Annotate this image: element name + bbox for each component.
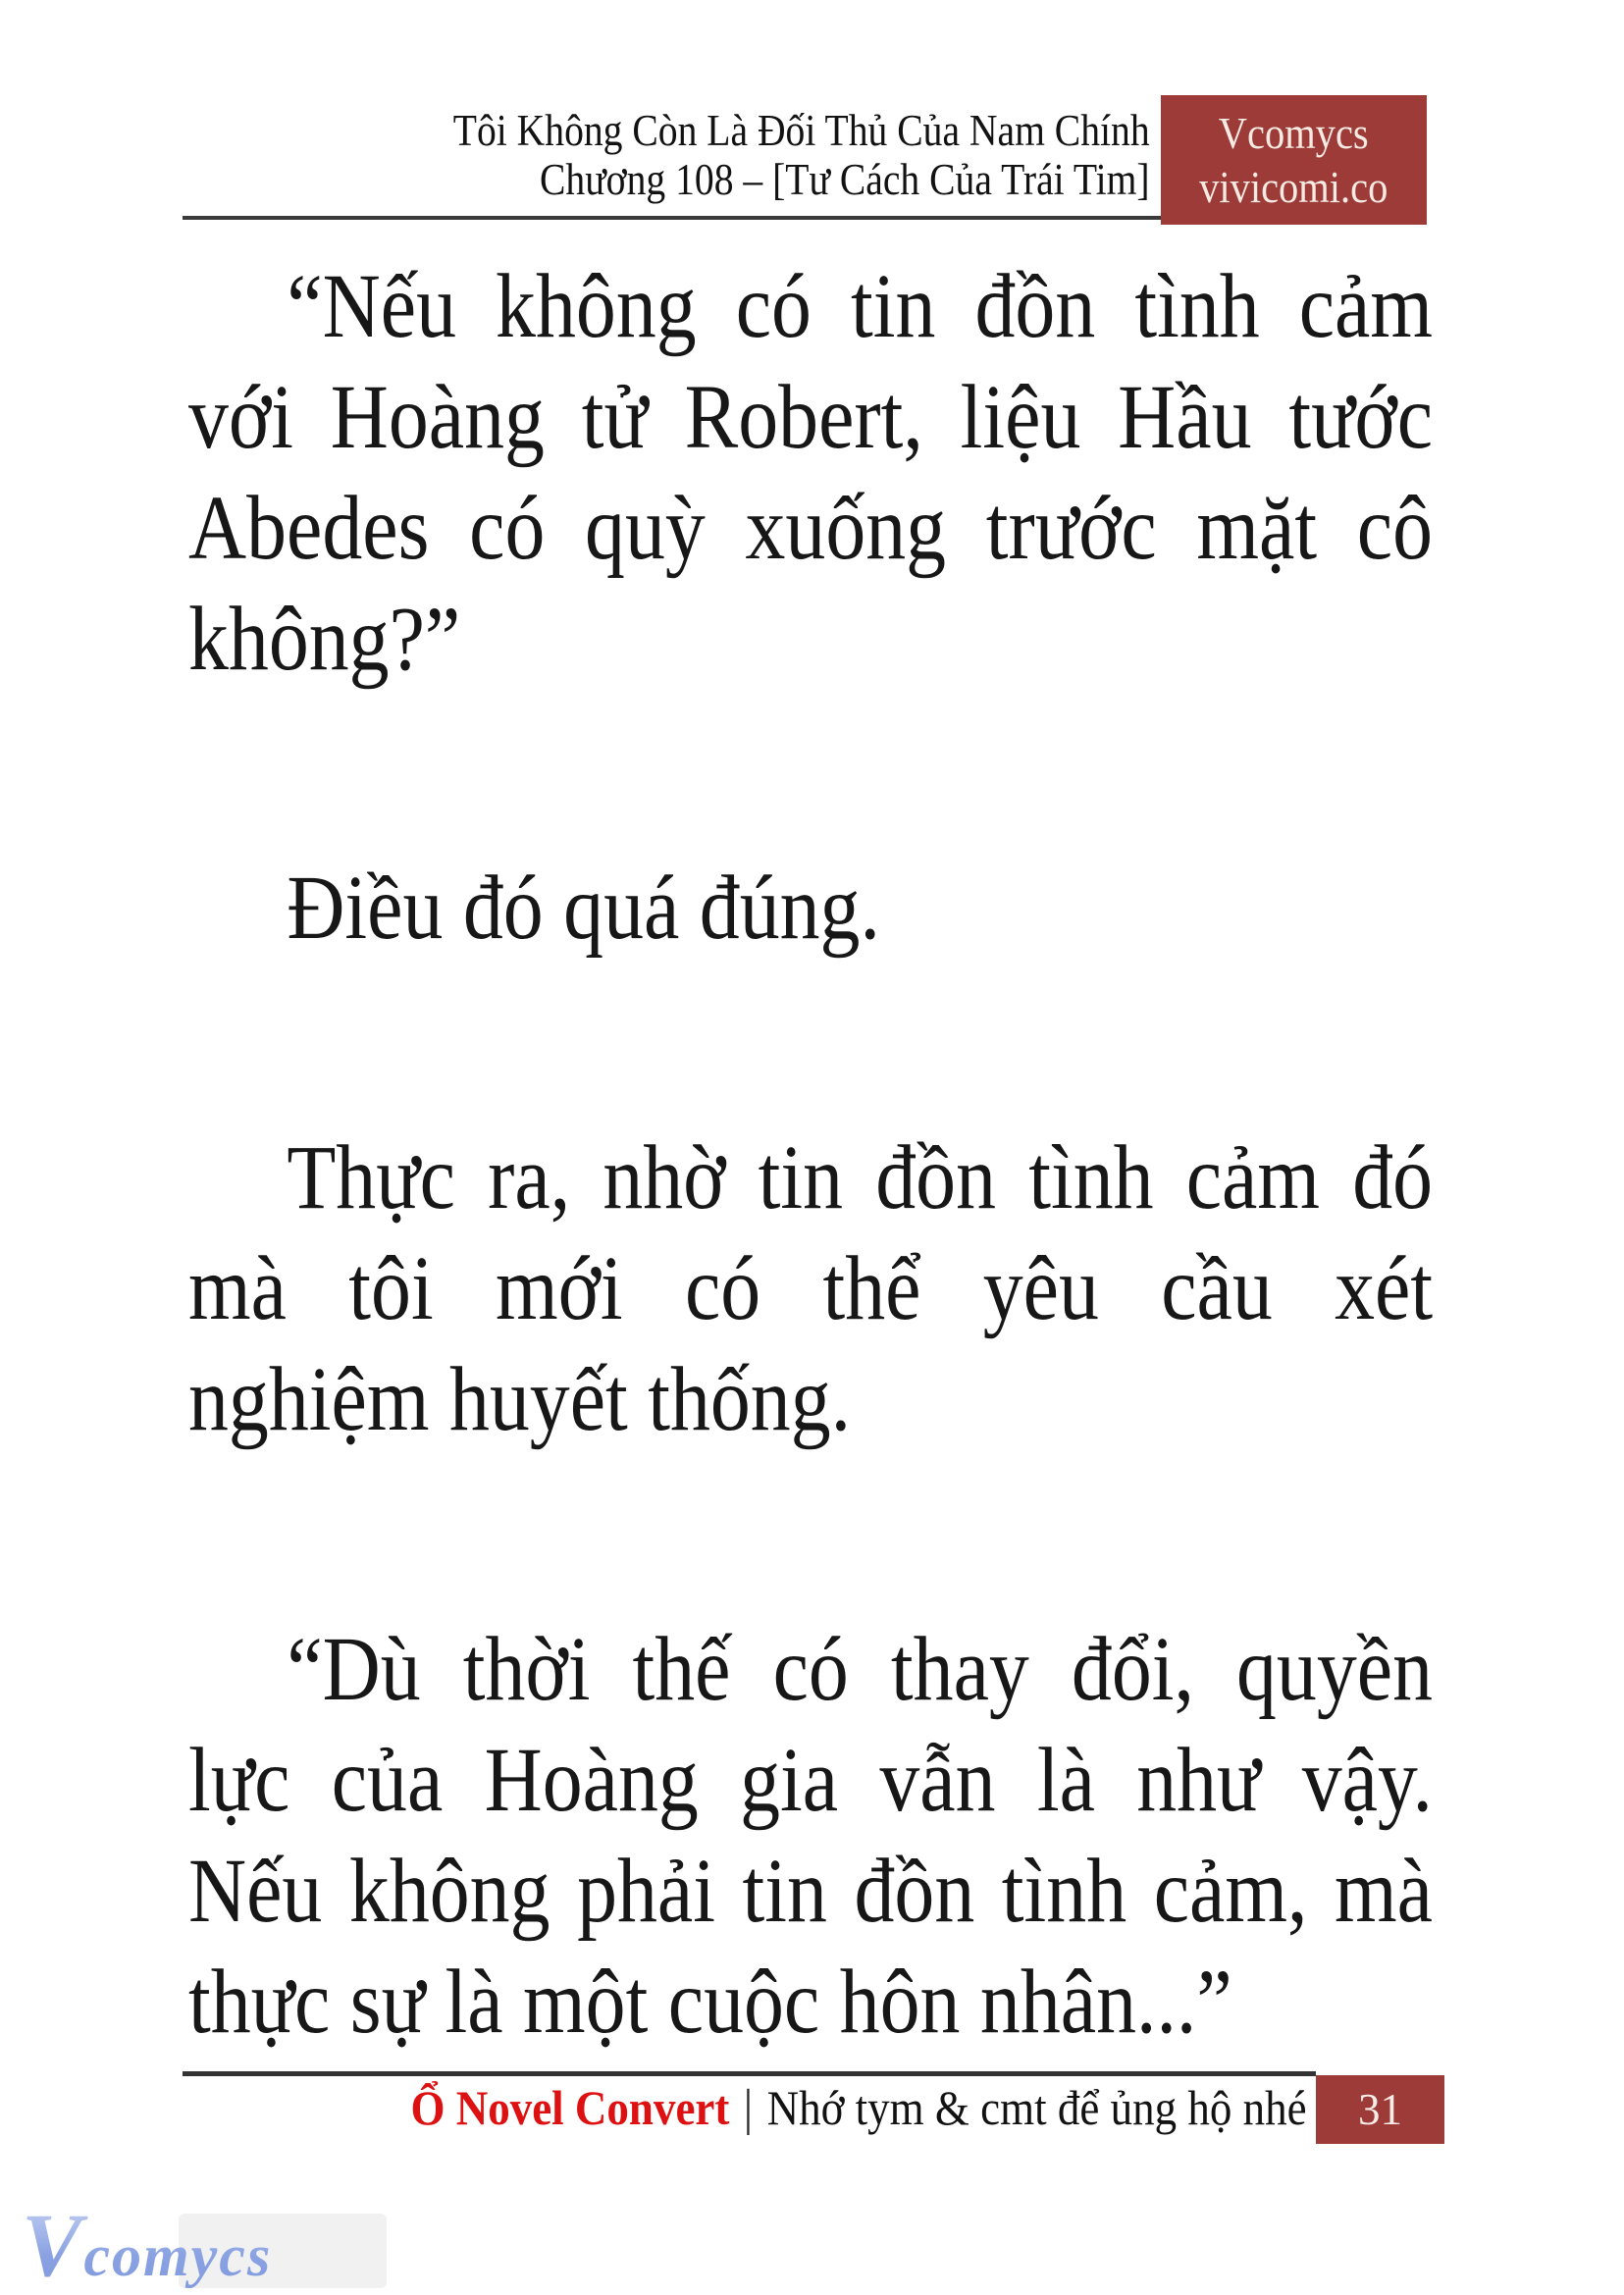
text-line: Abedes có quỳ xuống trước mặt cô [188, 478, 1434, 579]
body-paragraph-1 [188, 251, 1433, 695]
text-line: không?” [188, 589, 461, 690]
header-title-block [453, 106, 1150, 204]
badge-site-name: Vcomycs [1219, 108, 1369, 158]
text-line: mà tôi mới có thể yêu cầu xét [188, 1238, 1434, 1339]
footer-brand: Ổ Novel Convert [410, 2080, 730, 2135]
site-badge [1161, 95, 1427, 225]
chapter-subtitle: Chương 108 – [Tư Cách Của Trái Tim] [540, 155, 1150, 204]
watermark-rest: comycs [83, 2223, 273, 2288]
badge-site-url: vivicomi.co [1199, 162, 1388, 212]
text-line: “Nếu không có tin đồn tình cảm [287, 256, 1434, 357]
page-number: 31 [1358, 2085, 1402, 2134]
text-line: lực của Hoàng gia vẫn là như vậy. [188, 1730, 1434, 1831]
series-title: Tôi Không Còn Là Đối Thủ Của Nam Chính [453, 106, 1150, 155]
text-line: nghiệm huyết thống. [188, 1349, 852, 1450]
body-paragraph-3 [188, 1122, 1433, 1455]
text-line: với Hoàng tử Robert, liệu Hầu tước [188, 367, 1434, 468]
text-line: thực sự là một cuộc hôn nhân...” [188, 1952, 1232, 2053]
text-line: “Dù thời thế có thay đổi, quyền [287, 1619, 1434, 1720]
footer-message: Nhớ tym & cmt để ủng hộ nhé [767, 2080, 1307, 2135]
footer-separator: | [744, 2080, 754, 2136]
text-line: Điều đó quá đúng. [287, 858, 880, 959]
footer-credit [411, 2080, 1307, 2136]
footer-rule [183, 2071, 1316, 2076]
text-line: Nếu không phải tin đồn tình cảm, mà [188, 1841, 1434, 1942]
text-line: Thực ra, nhờ tin đồn tình cảm đó [287, 1127, 1434, 1228]
body-paragraph-4 [188, 1614, 1433, 2058]
watermark-initial: V [22, 2195, 84, 2295]
page-number-badge [1316, 2075, 1444, 2144]
watermark-logo [22, 2195, 273, 2295]
body-paragraph-2 [188, 853, 1433, 964]
